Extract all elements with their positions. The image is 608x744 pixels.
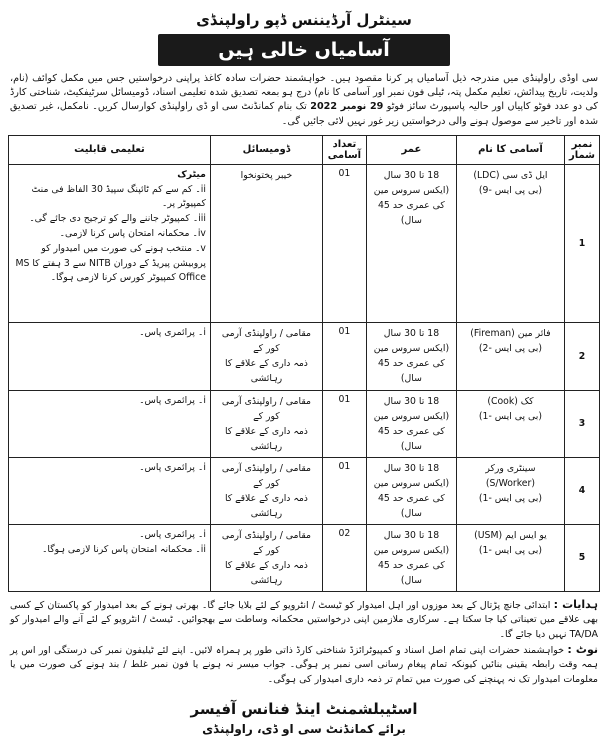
qualification-item: ii۔ محکمانہ امتحان پاس کرنا لازمی ہوگا۔	[41, 543, 206, 555]
qualification-cell	[9, 322, 211, 390]
domicile-cell	[210, 164, 322, 322]
qualification-item: i۔ پرائمری پاس۔	[139, 394, 206, 406]
qualification-cell	[9, 457, 211, 524]
qualification-item: iii۔ کمپیوٹر جاننے والے کو ترجیح دی جائے گی۔	[29, 213, 206, 225]
row-number: 5	[564, 524, 599, 591]
domicile-2: ذمہ داری کے علاقے کا رہائشی	[224, 357, 308, 384]
post-cell	[456, 322, 564, 390]
post-grade: (بی پی ایس -1)	[478, 492, 542, 504]
age-note: (ایکس سروس مین کی عمری حد 45 سال)	[373, 544, 450, 586]
post-grade: (بی پی ایس -9)	[478, 184, 542, 196]
age-note: (ایکس سروس مین کی عمری حد 45 سال)	[373, 477, 450, 519]
qualification-cell	[9, 164, 211, 322]
deadline-date: 29 نومبر 2022	[310, 101, 384, 113]
domicile-2: ذمہ داری کے علاقے کا رہائشی	[224, 559, 308, 586]
domicile: مقامی / راولپنڈی آرمی کور کے	[221, 462, 312, 489]
post-count: 01	[322, 390, 366, 457]
age-cell	[366, 322, 456, 390]
qualification-cell	[9, 390, 211, 457]
table-row	[9, 457, 600, 524]
qualification-head: میٹرک	[177, 168, 206, 180]
table-row	[9, 390, 600, 457]
age-note: (ایکس سروس مین کی عمری حد 45 سال)	[373, 184, 450, 226]
post-name: سینٹری ورکر (S/Worker)	[485, 462, 536, 489]
issuing-office: اسٹیبلشمنٹ اینڈ فنانس آفیسر	[190, 700, 418, 718]
qualification-item: i۔ پرائمری پاس۔	[139, 461, 206, 473]
row-number: 2	[564, 322, 599, 390]
post-cell	[456, 524, 564, 591]
note-paragraph	[10, 643, 598, 688]
domicile-2: ذمہ داری کے علاقے کا رہائشی	[224, 425, 308, 452]
intro-text-1: سی اوڈی راولپنڈی میں مندرجہ ذیل آسامیاں پر کرنا مقصود ہیں۔ خواہشمند حضرات سادہ کاغذ پراپنی درخواستیں جس میں مکمل کوائف (نام، ولدیت، تاریخ پیدائش، تعلیم مکمل پتہ، ٹیلی فون نمبر اور آسامی کا نام) درج ہو بمعہ تصدیق شدہ تعلیمی اسناد، ڈومیسائل سرٹیفکیٹ، شناختی کارڈ کی دو عدد فوٹو کاپیاں اور حالیہ پاسپورٹ سائز فوٹو	[10, 73, 598, 113]
post-cell	[456, 164, 564, 322]
qualification-item: ii۔ کم سے کم ٹائپنگ سپیڈ 30 الفاظ فی منٹ کمپیوٹر پر۔	[31, 183, 206, 210]
organization-title: سینٹرل آرڈیننس ڈپو راولپنڈی	[196, 11, 412, 29]
age-cell	[366, 524, 456, 591]
intro-paragraph	[8, 72, 600, 129]
qualification-item: i۔ پرائمری پاس۔	[139, 326, 206, 338]
age-note: (ایکس سروس مین کی عمری حد 45 سال)	[373, 342, 450, 384]
domicile: مقامی / راولپنڈی آرمی کور کے	[221, 327, 312, 354]
intro-text-2: تک بنام کمانڈنٹ سی او ڈی راولپنڈی کوارسال کریں۔ نامکمل، غیر تصدیق شدہ اور تاخیر سے موصول ہونے والی درخواستیں زیر غور نہیں لائی جائیں گی۔	[10, 101, 598, 127]
domicile-cell	[210, 390, 322, 457]
post-cell	[456, 457, 564, 524]
note-text: خواہشمند حضرات اپنی تمام اصل اسناد و کمپیوٹرائزڈ شناختی کارڈ ذاتی طور پر ہمراہ لائیں۔ اپنے لئے ٹیلیفون نمبر کی درستگی اور اس پر ہمہ وقت رابطہ یقینی بنائیں کیونکہ تمام پیغام رسانی اسی نمبر پر ہوگی۔ جواب میسر نہ ہونے یا فون نمبر غلط / بند ہونے کی صورت میں یا معلومات امیدوار تک نہ پہنچنے کی صورت میں تمام تر ذمہ داری امیدوار کی ہوگی۔	[10, 644, 598, 685]
post-cell	[456, 390, 564, 457]
age-cell	[366, 390, 456, 457]
header-count: تعداد آسامی	[322, 135, 366, 164]
age-range: 18 تا 30 سال	[383, 395, 440, 407]
table-header-row	[9, 135, 600, 164]
age-cell	[366, 164, 456, 322]
header-age: عمر	[366, 135, 456, 164]
post-grade: (بی پی ایس -1)	[478, 544, 542, 556]
row-number: 1	[564, 164, 599, 322]
header-post: آسامی کا نام	[456, 135, 564, 164]
age-range: 18 تا 30 سال	[383, 529, 440, 541]
qualification-item: iv۔ محکمانہ امتحان پاس کرنا لازمی۔	[59, 228, 206, 239]
post-count: 02	[322, 524, 366, 591]
age-range: 18 تا 30 سال	[383, 462, 440, 474]
header-qualification: تعلیمی قابلیت	[9, 135, 211, 164]
post-name: یو ایس ایم (USM)	[474, 529, 547, 541]
domicile: خیبر پختونخوا	[240, 169, 293, 181]
domicile-cell	[210, 457, 322, 524]
qualification-item: i۔ پرائمری پاس۔	[139, 528, 206, 540]
age-cell	[366, 457, 456, 524]
post-grade: (بی پی ایس -2)	[478, 342, 542, 354]
row-number: 3	[564, 390, 599, 457]
vacancies-table	[8, 135, 600, 592]
post-count: 01	[322, 322, 366, 390]
instructions-label: ہدایات :	[553, 597, 598, 611]
post-count: 01	[322, 164, 366, 322]
for-commandant: برائے کمانڈنٹ سی او ڈی، راولپنڈی	[202, 722, 406, 736]
domicile-cell	[210, 524, 322, 591]
note-label: نوٹ :	[567, 642, 598, 656]
header-no: نمبر شمار	[564, 135, 599, 164]
instructions-paragraph	[10, 598, 598, 643]
post-grade: (بی پی ایس -1)	[478, 410, 542, 422]
domicile: مقامی / راولپنڈی آرمی کور کے	[221, 529, 312, 556]
post-count: 01	[322, 457, 366, 524]
domicile: مقامی / راولپنڈی آرمی کور کے	[221, 395, 312, 422]
age-note: (ایکس سروس مین کی عمری حد 45 سال)	[373, 410, 450, 452]
table-row	[9, 524, 600, 591]
post-name: کک (Cook)	[487, 395, 534, 407]
signature-block	[0, 698, 608, 738]
header-domicile: ڈومیسائل	[210, 135, 322, 164]
domicile-2: ذمہ داری کے علاقے کا رہائشی	[224, 492, 308, 519]
notes-section	[8, 598, 600, 688]
post-name: ایل ڈی سی (LDC)	[473, 169, 548, 181]
row-number: 4	[564, 457, 599, 524]
vacancies-banner: آسامیاں خالی ہیں	[158, 34, 450, 66]
instructions-text: ابتدائی جانچ پڑتال کے بعد موزوں اور اہل امیدوار کو ٹیسٹ / انٹرویو کے لئے بلایا جائے گا۔ بھرتی ہونے کے بعد امیدوار کو پاکستان کے کسی بھی علاقے میں تعیناتی کیا جا سکتا ہے۔ سرکاری ملازمین اپنی درخواستیں محکمانہ وساطت سے بھجوائیں۔ ٹیسٹ / انٹرویو کے لئے آنے والے امیدوار کو TA/DA نہیں دیا جائے گا۔	[10, 599, 598, 640]
age-range: 18 تا 30 سال	[383, 169, 440, 181]
table-row	[9, 164, 600, 322]
table-row	[9, 322, 600, 390]
post-name: فائر مین (Fireman)	[470, 327, 551, 339]
age-range: 18 تا 30 سال	[383, 327, 440, 339]
qualification-item: v۔ منتخب ہونے کی صورت میں امیدوار کو پروبیشن پیریڈ کے دوران NITB سے 3 ہفتے کا MS Office کمپیوٹر کورس کرنا لازمی ہوگا۔	[15, 242, 206, 284]
domicile-cell	[210, 322, 322, 390]
qualification-cell	[9, 524, 211, 591]
